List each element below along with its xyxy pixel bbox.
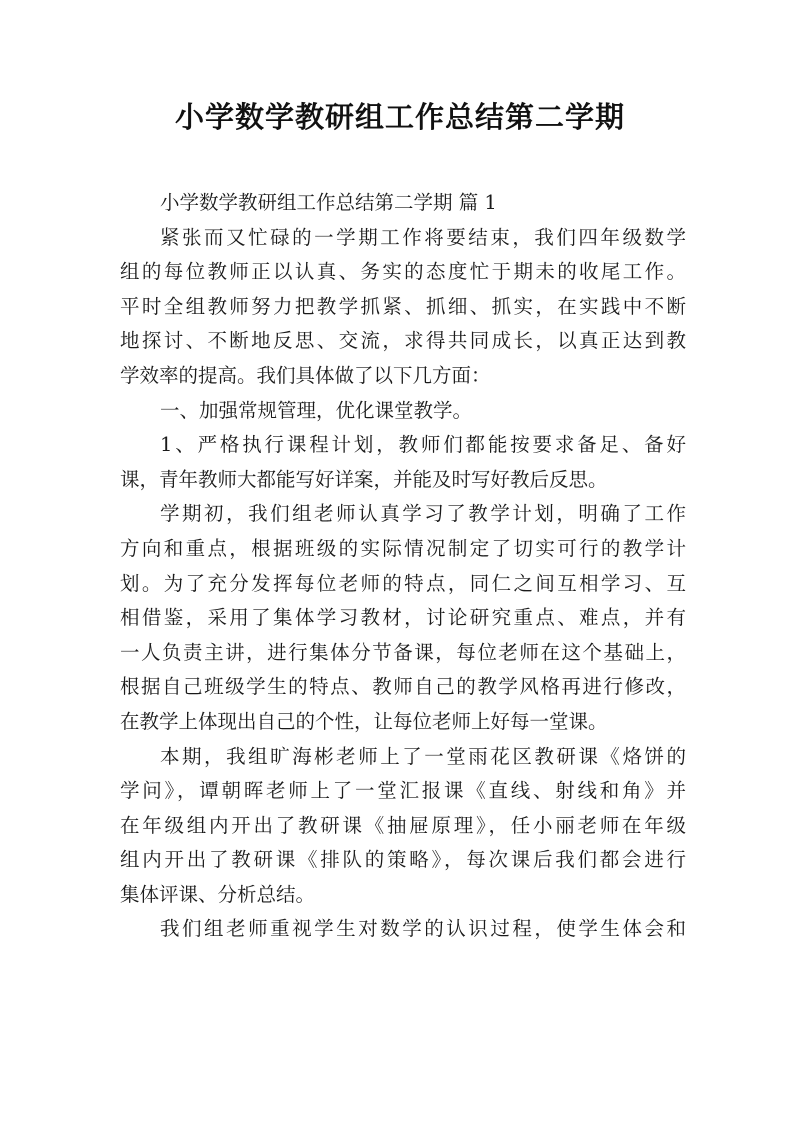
text-line: 组内开出了教研课《排队的策略》，每次课后我们都会进行	[120, 848, 686, 872]
text-line: 学问》，谭朝晖老师上了一堂汇报课《直线、射线和角》并	[120, 779, 686, 803]
text-line: 地探讨、不断地反思、交流，求得共同成长，以真正达到教	[120, 329, 686, 353]
text-line: 学效率的提高。我们具体做了以下几方面：	[120, 363, 491, 387]
text-line: 根据自己班级学生的特点、教师自己的教学风格再进行修改，	[120, 675, 686, 699]
document-body	[120, 186, 686, 947]
text-line: 1、严格执行课程计划，教师们都能按要求备足、备好	[160, 433, 686, 457]
document-title: 小学数学教研组工作总结第二学期	[174, 100, 625, 134]
text-line: 课，青年教师大都能写好详案，并能及时写好教后反思。	[120, 467, 608, 491]
text-line: 小学数学教研组工作总结第二学期 篇 1	[160, 191, 497, 214]
text-line: 相借鉴，采用了集体学习教材，讨论研究重点、难点，并有	[120, 606, 686, 630]
text-line: 紧张而又忙碌的一学期工作将要结束，我们四年级数学	[160, 225, 686, 249]
text-line: 组的每位教师正以认真、务实的态度忙于期未的收尾工作。	[120, 260, 686, 284]
text-line: 在教学上体现出自己的个性，让每位老师上好每一堂课。	[120, 709, 608, 733]
text-line: 学期初，我们组老师认真学习了教学计划，明确了工作	[160, 502, 686, 526]
text-line: 本期，我组旷海彬老师上了一堂雨花区教研课《烙饼的	[160, 744, 686, 768]
text-line: 一人负责主讲，进行集体分节备课，每位老师在这个基础上，	[120, 640, 686, 664]
text-line: 一、加强常规管理，优化课堂教学。	[160, 398, 473, 422]
text-line: 划。为了充分发挥每位老师的特点，同仁之间互相学习、互	[120, 571, 686, 595]
text-line: 集体评课、分析总结。	[120, 882, 316, 906]
text-line: 我们组老师重视学生对数学的认识过程，使学生体会和	[160, 917, 686, 941]
text-line: 平时全组教师努力把教学抓紧、抓细、抓实，在实践中不断	[120, 294, 686, 318]
text-line: 在年级组内开出了教研课《抽屉原理》，任小丽老师在年级	[120, 813, 686, 837]
text-line: 方向和重点，根据班级的实际情况制定了切实可行的教学计	[120, 536, 686, 560]
